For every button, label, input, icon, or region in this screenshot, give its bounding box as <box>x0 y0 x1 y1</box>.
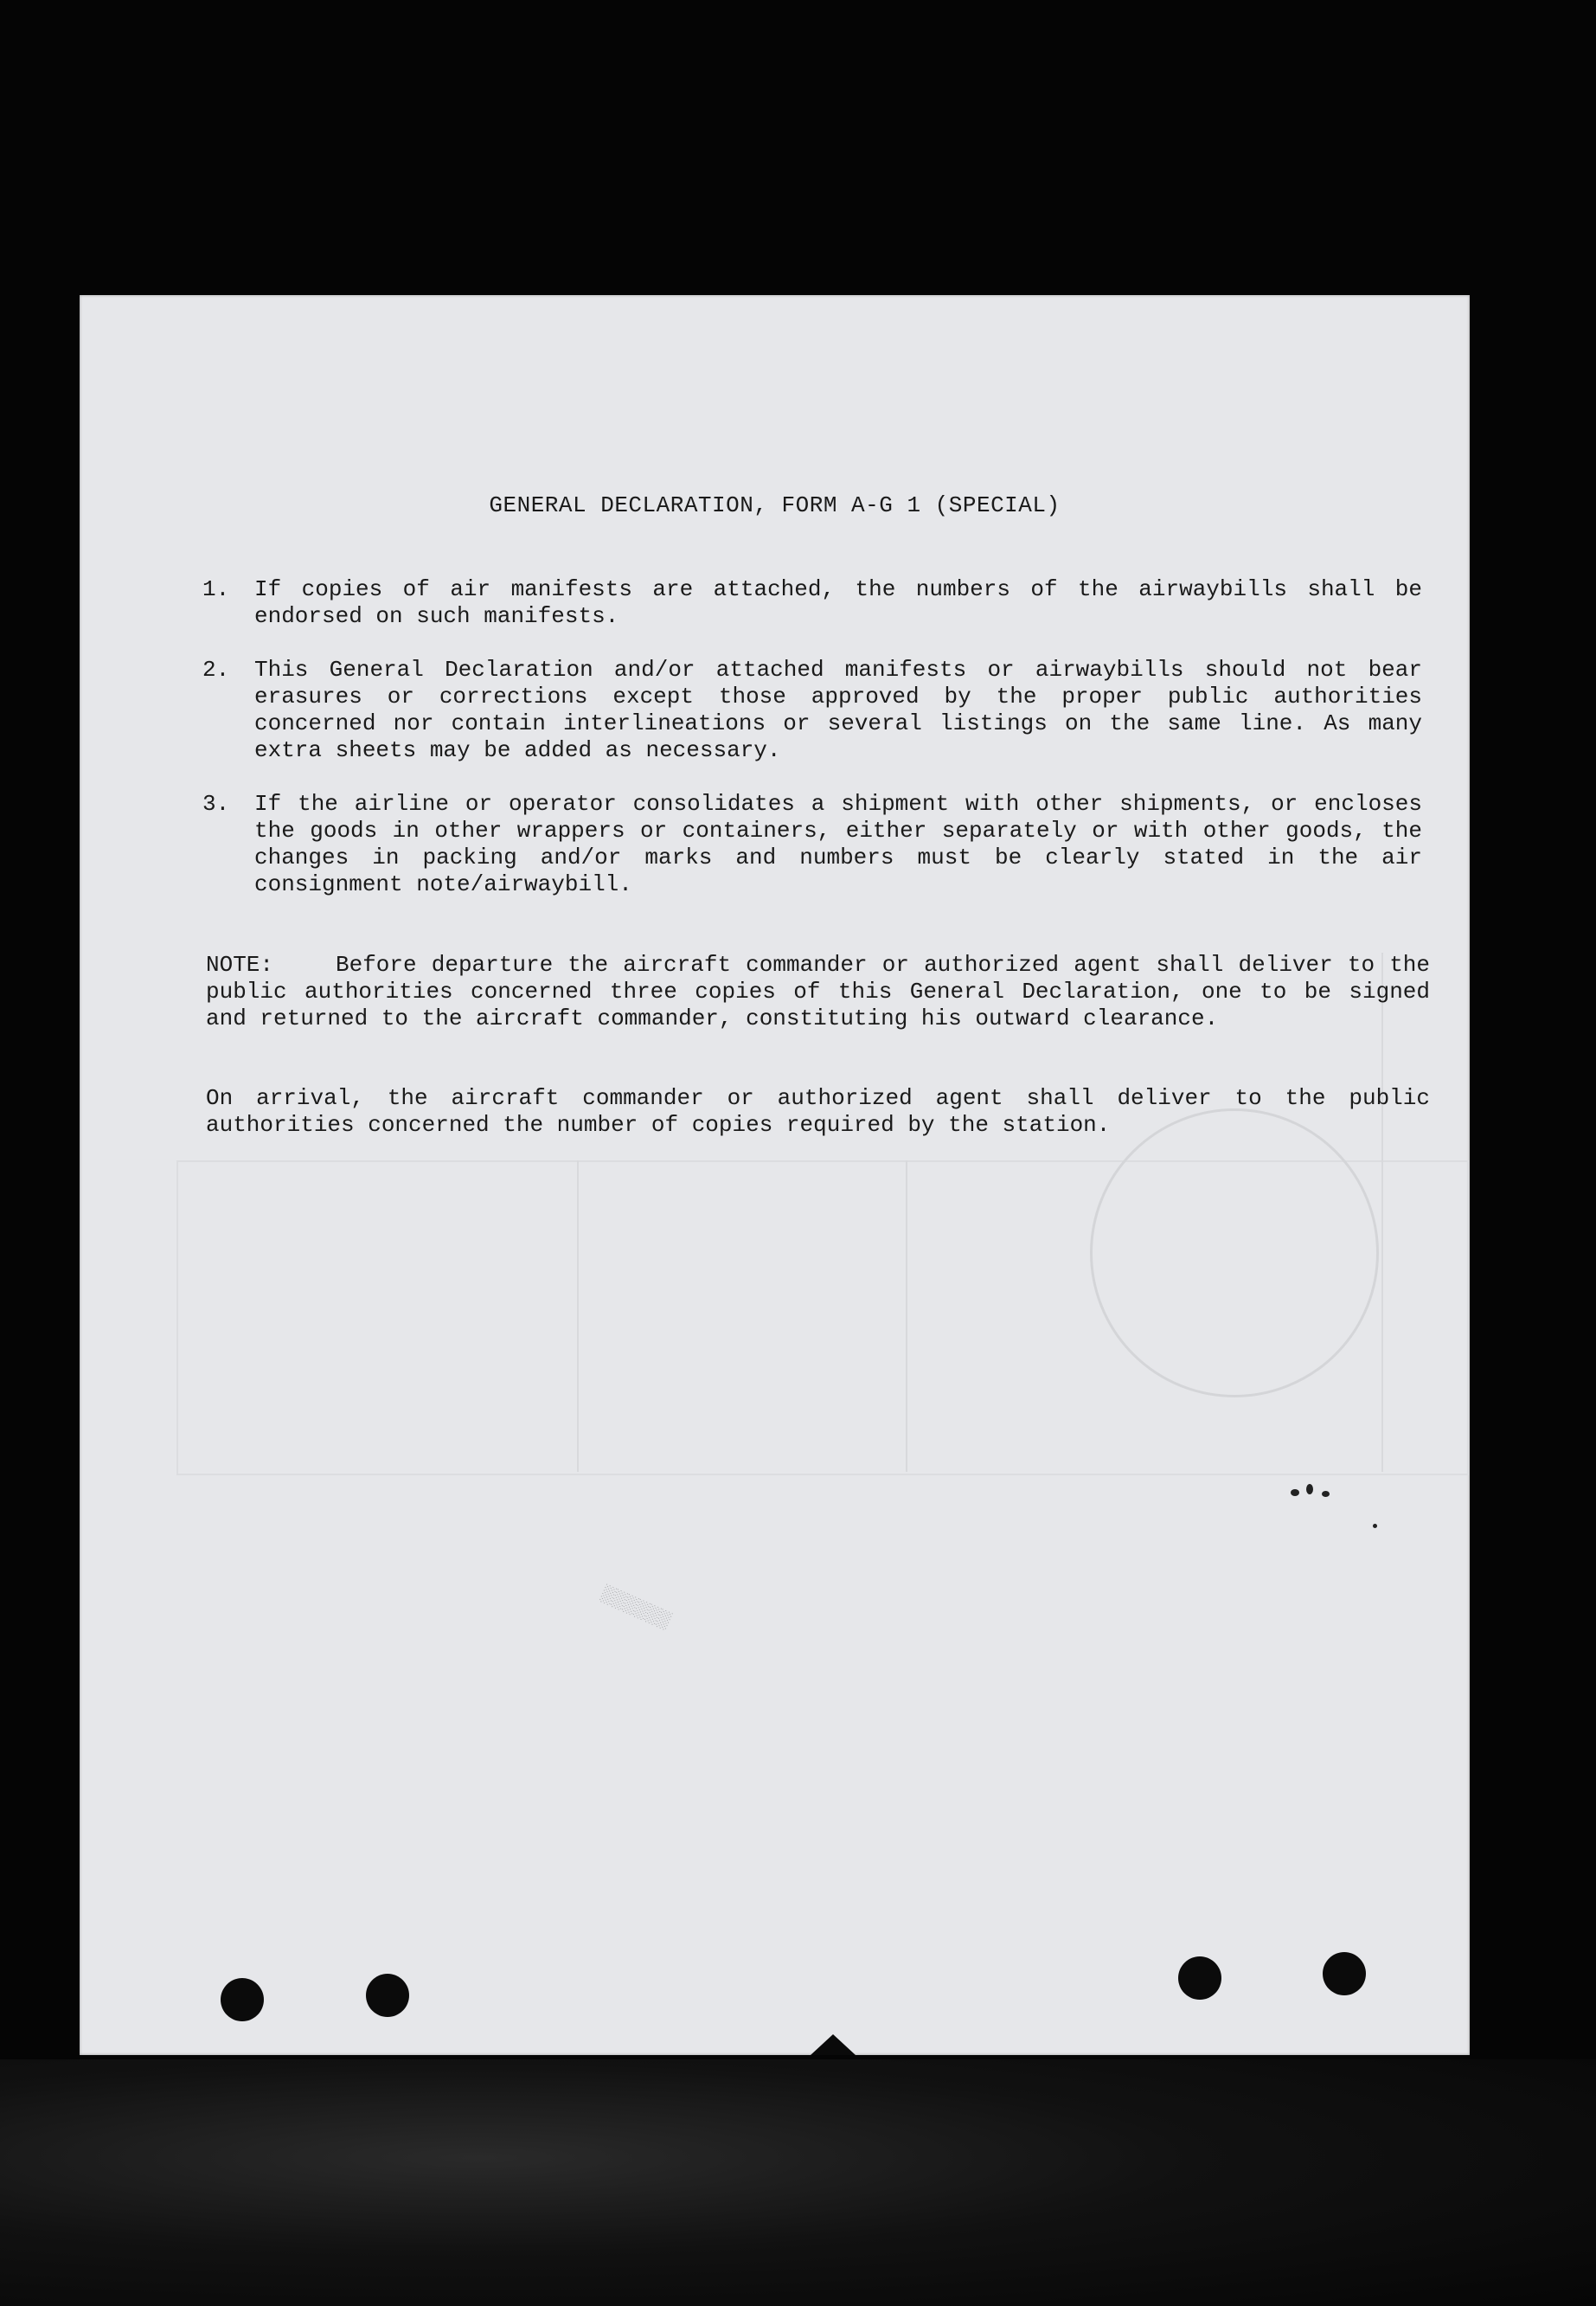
punch-hole <box>1323 1952 1366 1995</box>
ink-speck <box>1306 1484 1313 1494</box>
document-page <box>80 295 1470 2055</box>
item-text: This General Declaration and/or attached manifests or airwaybills should not bear erasures or corrections except those approved by the proper public authorities concerned nor contain interlineations or several listings on the same line. As many extra sheets may be added as necessary. <box>254 657 1422 763</box>
punch-hole <box>221 1978 264 2021</box>
ink-speck <box>1291 1489 1299 1496</box>
item-number: 3. <box>202 791 230 817</box>
ink-speck <box>1373 1524 1377 1528</box>
page-title: GENERAL DECLARATION, FORM A-G 1 (SPECIAL) <box>489 492 1061 518</box>
show-through-line <box>906 1160 907 1472</box>
note-paragraph <box>206 952 1430 1032</box>
item-text: If copies of air manifests are attached, the numbers of the airwaybills shall be endorsed on such manifests. <box>254 576 1422 629</box>
item-number: 2. <box>202 657 230 683</box>
ink-speck <box>1322 1491 1330 1497</box>
note-label: NOTE: <box>206 952 274 978</box>
punch-hole <box>366 1974 409 2017</box>
list-item <box>202 791 1436 898</box>
punch-hole <box>1178 1956 1221 2000</box>
arrival-paragraph: On arrival, the aircraft commander or authorized agent shall deliver to the public authorities concerned the number of copies required by the station. <box>206 1085 1430 1138</box>
list-item <box>202 657 1436 764</box>
faint-stamp-mark: ░░░░░░ <box>598 1583 674 1631</box>
show-through-stamp <box>1090 1108 1379 1397</box>
show-through-line <box>577 1160 579 1472</box>
note-text: Before departure the aircraft commander or authorized agent shall deliver to the public authorities concerned three copies of this General Declaration, one to be signed and returned to the aircraft commander, constituting his outward clearance. <box>206 952 1430 1031</box>
item-number: 1. <box>202 576 230 602</box>
item-text: If the airline or operator consolidates a shipment with other shipments, or encloses the goods in other wrappers or containers, either separately or with other goods, the changes in packing and/or marks and numbers must be clearly stated in the air consignment note/airwaybill. <box>254 791 1422 897</box>
scanner-background <box>0 2059 1596 2306</box>
binding-tab <box>811 2034 856 2055</box>
list-item <box>202 576 1436 630</box>
